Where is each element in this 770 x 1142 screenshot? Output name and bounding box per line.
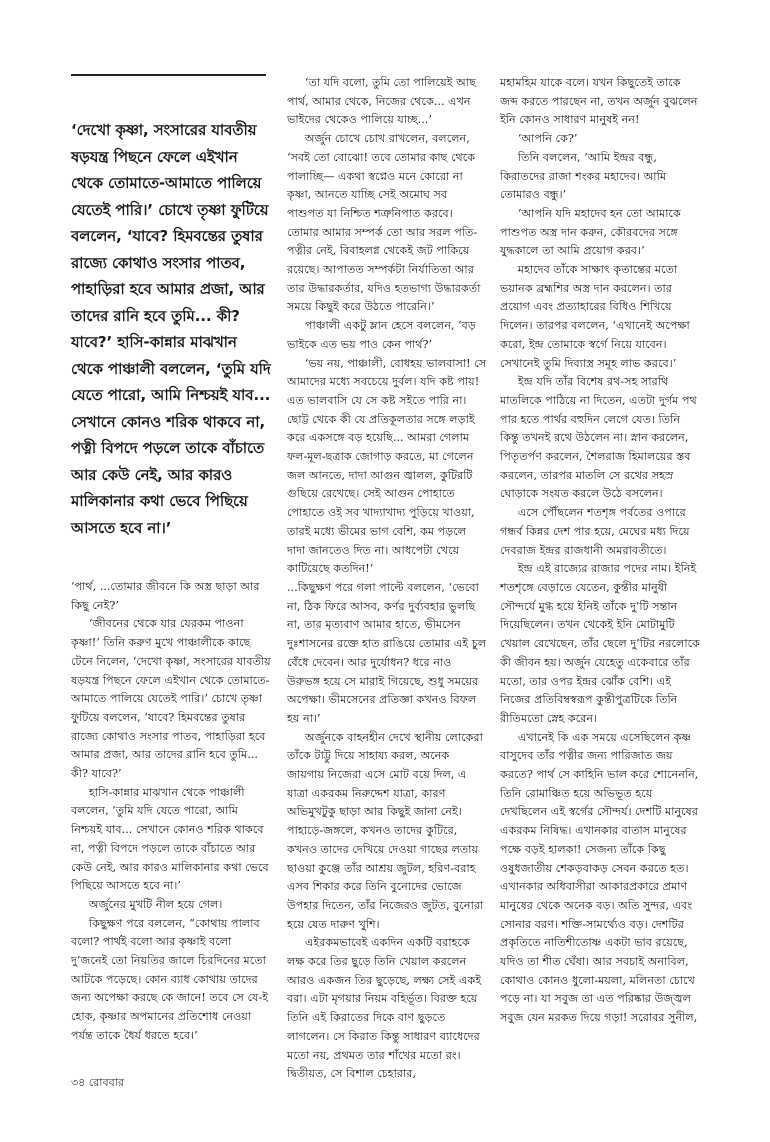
page-number-label: ৩৪ রোববার [71,1076,124,1089]
paragraph: অর্জুন চোখে চোখ রাখলেন, বললেন, ‘সবই তো বোঝো! তবে তোমার কাছ থেকে পালাচ্ছি— একথা স্বপ্নেও মনে কোরো না কৃষ্ণা, আনতে যাচ্ছি সেই অমোঘ সব পাশুপত যা নিশ্চিত শত্রুনিপাত করবে। তোমার আমার সম্পর্ক তো আর সরল পতি-পত্নীর নেই, বিবাহলগ্ন থেকেই জট পাকিয়ে রয়েছে। আপাতত সম্পর্কটা নির্যাতিতা আর তার উদ্ধারকর্তার, যদিও হতভাগ্য উদ্ধারকর্তা সময়ে কিছুই করে উঠতে পারেনি।’ [287,132,481,314]
text-column-2 [287,74,487,1084]
paragraph: ‘আপনি কে?’ [517,132,578,146]
paragraph: পাঞ্চালী একটু ম্লান হেসে বললেন, ‘বড় ভাইকে এত ভয় পাও কেন পার্থ?’ [287,319,476,351]
paragraph: মহামহিম যাকে বলে। যখন কিছুতেই তাকে জব্দ করতে পারছেন না, তখন অর্জুন বুঝলেন ইনি কোনও সাধারণ মানুষই নন! [500,76,698,127]
paragraph: ‘পার্থ, ...তোমার জীবনে কি অস্ত্র ছাড়া আর কিছু নেই?’ [71,580,260,612]
paragraph: এসে পৌঁছলেন শতশৃঙ্গ পর্বতের ওপারে গন্ধর্ব কিন্নর দেশ পার হয়ে, মেঘের মধ্য দিয়ে দেবরাজ ইন্দ্রর রাজধানী অমরাবতীতে। [500,506,690,557]
paragraph: হাসি-কান্নার মাঝখান থেকে পাঞ্চালী বললেন, ‘তুমি যদি যেতে পারো, আমি নিশ্চয়ই যাব... সেখানে কোনও শরিক থাকবে না, পত্নী বিপদে পড়লে তাকে বাঁচাতে আর কেউ নেই, আর কারও মালিকানার কথা ভেবে পিছিয়ে আসতে হবে না।’ [71,785,269,893]
paragraph: কিছুক্ষণ পরে বললেন, “কোথায় পালাব বলো? পার্থই বলো আর কৃষ্ণাই বলো দু’জনেই তো নিয়তির জালে চিরদিনের মতো আটকে পড়েছে। কোন ব্যাধ কোথায় তাদের জন্য অপেক্ষা করছে কে জানে! তবে সে যে-ই হোক, কৃষ্ণার অপমানের প্রতিশোধ নেওয়া পর্যন্ত তাকে ধৈর্য ধরতে হবে।’ [71,916,269,1042]
paragraph: ‘তা যদি বলো, তুমি তো পালিয়েই আছ পার্থ, আমার থেকে, নিজের থেকে... এখন ভাইদের থেকেও পালিয়ে যাচ্ছ...’ [287,76,476,127]
text-column-1 [71,578,271,1046]
text-column-3 [500,74,700,1028]
paragraph: এখানেই কি এক সময়ে এসেছিলেন কৃষ্ণ বাসুদেব তাঁর পত্নীর জন্য পারিজাত জয় করতে? পার্থ সে কাহিনি ভাল করে শোনেননি, তিনি রোমাঞ্চিত হয়ে অভিভূত হয়ে দেখছিলেন এই স্বর্গের সৌন্দর্য। দেশটি মানুষের একরকম নিষিদ্ধ। এখানকার বাতাস মানুষের পক্ষে বড়ই হালকা! সেজন্য তাঁকে কিছু ওষুধজাতীয় শেকড়বাকড় সেবন করতে হত। এখানকার অধিবাসীরা আকারপ্রকারে প্রমাণ মানুষের থেকে অনেক বড়। অতি সুন্দর, এবং সোনার বরণ। শক্তি-সামর্থ্যেও বড়। দেশটির প্রকৃতিতে নাতিশীতোষ্ণ একটা ভাব রয়েছে, যদিও তা শীত ঘেঁষা। আর সবচাই অনাবিল, কোথাও কোনও ধুলো-ময়লা, মলিনতা চোখে পড়ে না। যা সবুজ তা এত পরিষ্কার উজ্জ্বল সবুজ যেন মরকত দিয়ে গড়া! সরোবর সুনীল, [500,730,699,1025]
paragraph: মহাদেব তাঁকে সাক্ষাৎ কৃতান্তের মতো ভয়ানক ব্রহ্মশির অস্ত্র দান করলেন। তার প্রয়োগ এবং প্রত্যাহারের বিধিও শিখিয়ে দিলেন। তারপর বললেন, ‘এখানেই অপেক্ষা করো, ইন্দ্র তোমাকে স্বর্গে নিয়ে যাবেন। সেখানেই তুমি দিব্যাস্ত্র সমূহ লাভ করবে।’ [500,263,690,370]
paragraph: ‘ভয় নয়, পাঞ্চালী, বোধহয় ভালবাসা! সে আমাদের মধ্যে সবচেয়ে দুর্বল। যদি কষ্ট পায়! এত ভালবাসি যে সে কষ্ট সইতে পারি না। ছোট্ট থেকে কী যে প্রতিকূলতার সঙ্গে লড়াই করে একসঙ্গে বড় হয়েছি... আমরা গেলাম ফল-মূল-ছত্রাক জোগাড় করতে, মা গেলেন জল আনতে, দাদা আগুন জ্বালল, কুটিরটি গুছিয়ে রেখেছে। সেই আগুন পোহাতে পোহাতে ওই সব খাদ্যাখাদ্য পুড়িয়ে খাওয়া, তারই মধ্যে ভীমের ভাগ বেশি, কম পড়লে দাদা জানতেও দিত না। আধপেটা খেয়ে কাটিয়েছে কতদিন!’ [287,356,487,576]
paragraph: তিনি বললেন, ‘আমি ইন্দ্রর বন্ধু, কিরাতদের রাজা শংকর মহাদেব। আমি তোমারও বন্ধু।’ [500,150,667,202]
paragraph: ...কিছুক্ষণ পরে গলা পাল্টে বললেন, ‘ভেবো না, ঠিক ফিরে আসব, কর্ণর দুর্ব্যবহার ভুলছি না, তার মৃত্যবাণ আমার হাতে, ভীমসেন দুঃশাসনের রক্তে হাত রাঙিয়ে তোমার এই চুল বেঁধে দেবেন। আর দুর্যোধন? ধরে নাও উরুভঙ্গ হয়ে সে মারাই গিয়েছে, শুধু সময়ের অপেক্ষা। ভীমসেনের প্রতিজ্ঞা কখনও বিফল হয় না।’ [287,580,487,725]
paragraph: এইরকমভাবেই একদিন একটি বরাহকে লক্ষ করে তির ছুড়ে তিনি খেয়াল করলেন আরও একজন তির ছুড়েছে, লক্ষ্য সেই একই বরা। এটা মৃগয়ার নিয়ম বহির্ভূত। বিরক্ত হয়ে তিনি এই কিরাতের দিকে বাণ ছুড়তে লাগলেন। সে কিরাত কিন্তু সাধারণ ব্যাধেদের মতো নয়, প্রথমত তার শাঁখের মতো রং। দ্বিতীয়ত, সে বিশাল চেহারার, [287,936,482,1081]
pull-quote-rule [71,74,266,76]
pull-quote [71,118,271,542]
paragraph: ইন্দ্র যদি তাঁর বিশেষ রথ-সহ সারথি মাতলিকে পাঠিয়ে না দিতেন, এতটা দুর্গম পথ পার হতে পার্থর বহুদিন লেগে যেত। তিনি কিন্তু তখনই রথে উঠলেন না। স্নান করলেন, পিতৃতর্পণ করলেন, শৈলরাজ হিমালয়ের স্তব করলেন, তারপর মাতলি সে রথের সহস্র ঘোড়াকে সংযত করলে উঠে বসলেন। [500,375,697,501]
paragraph: ইন্দ্র এই রাজ্যের রাজার পদের নাম। ইনিই শতশৃঙ্গে বেড়াতে যেতেন, কুন্তীর মানুষী সৌন্দর্যে মুগ্ধ হয়ে ইনিই তাঁকে দু’টি সন্তান দিয়েছিলেন। তখন থেকেই ইনি মোটামুটি খেয়াল রেখেছেন, তাঁর ছেলে দু’টির নরলোকে কী জীবন হয়। অর্জুন যেহেতু একেবারে তাঁর মতো, তার ওপর ইন্দ্রর ঝোঁক বেশি। এই নিজের প্রতিবিম্বস্বরূপ কুন্তীপুত্রটিকে তিনি রীতিমতো স্নেহ করেন। [500,562,700,725]
paragraph: অর্জুনকে বাহনহীন দেখে স্থানীয় লোকেরা তাঁকে টাট্টু দিয়ে সাহায্য করল, অনেক জায়গায় নিজেরা এসে মোট বয়ে দিল, এ যাত্রা একরকম নিরুদ্দেশ যাত্রা, কারণ অভিমুখটুকু ছাড়া আর কিছুই জানা নেই। পাহাড়ে-জঙ্গলে, কখনও তাদের কুটিরে, কখনও তাদের দেখিয়ে দেওয়া গাছের লতায় ছাওয়া কুঞ্জে তাঁর আশ্রয় জুটল, হরিণ-বরাহ এসব শিকার করে তিনি বুনোদের ভোজে উপহার দিতেন, তাঁর নিজেরও জুটত, বুনোরা হয়ে যেত দারুণ খুশি। [287,730,484,931]
page-footer [71,1074,124,1093]
paragraph: ‘জীবনের থেকে যার যেরকম পাওনা কৃষ্ণা!’ তিনি করুণ মুখে পাঞ্চালীকে কাছে টেনে নিলেন, ‘দেখো কৃষ্ণা, সংসারের যাবতীয় ষড়যন্ত্র পিছনে ফেলে এইখান থেকে তোমাতে-আমাতে পালিয়ে যেতেই পারি।’ চোখে তৃষ্ণা ফুটিয়ে বললেন, ‘যাবে? হিমবন্তের তুষার রাজ্যে কোথাও সংসার পাতব, পাহাড়িরা হবে আমার প্রজা, আর তাদের রানি হবে তুমি... কী? যাবে?’ [71,617,271,781]
paragraph: ‘আপনি যদি মহাদেব হন তো আমাকে পাশুপত অস্ত্র দান করুন, কৌরবদের সঙ্গে যুদ্ধকালে তা আমি প্রয়োগ করব।’ [500,206,681,258]
paragraph: অর্জুনের মুখটি নীল হয়ে গেল। [88,897,223,911]
pull-quote-text: ‘দেখো কৃষ্ণা, সংসারের যাবতীয় ষড়যন্ত্র পিছনে ফেলে এইখান থেকে তোমাতে-আমাতে পালিয়ে যেতেই পারি।’ চোখে তৃষ্ণা ফুটিয়ে বললেন, ‘যাবে? হিমবন্তের তুষার রাজ্যে কোথাও সংসার পাতব, পাহাড়িরা হবে আমার প্রজা, আর তাদের রানি হবে তুমি... কী? যাবে?’ হাসি-কান্নার মাঝখান থেকে পাঞ্চালী বললেন, ‘তুমি যদি যেতে পারো, আমি নিশ্চয়ই যাব... সেখানে কোনও শরিক থাকবে না, পত্নী বিপদে পড়লে তাকে বাঁচাতে আর কেউ নেই, আর কারও মালিকানার কথা ভেবে পিছিয়ে আসতে হবে না।’ [71,122,271,537]
